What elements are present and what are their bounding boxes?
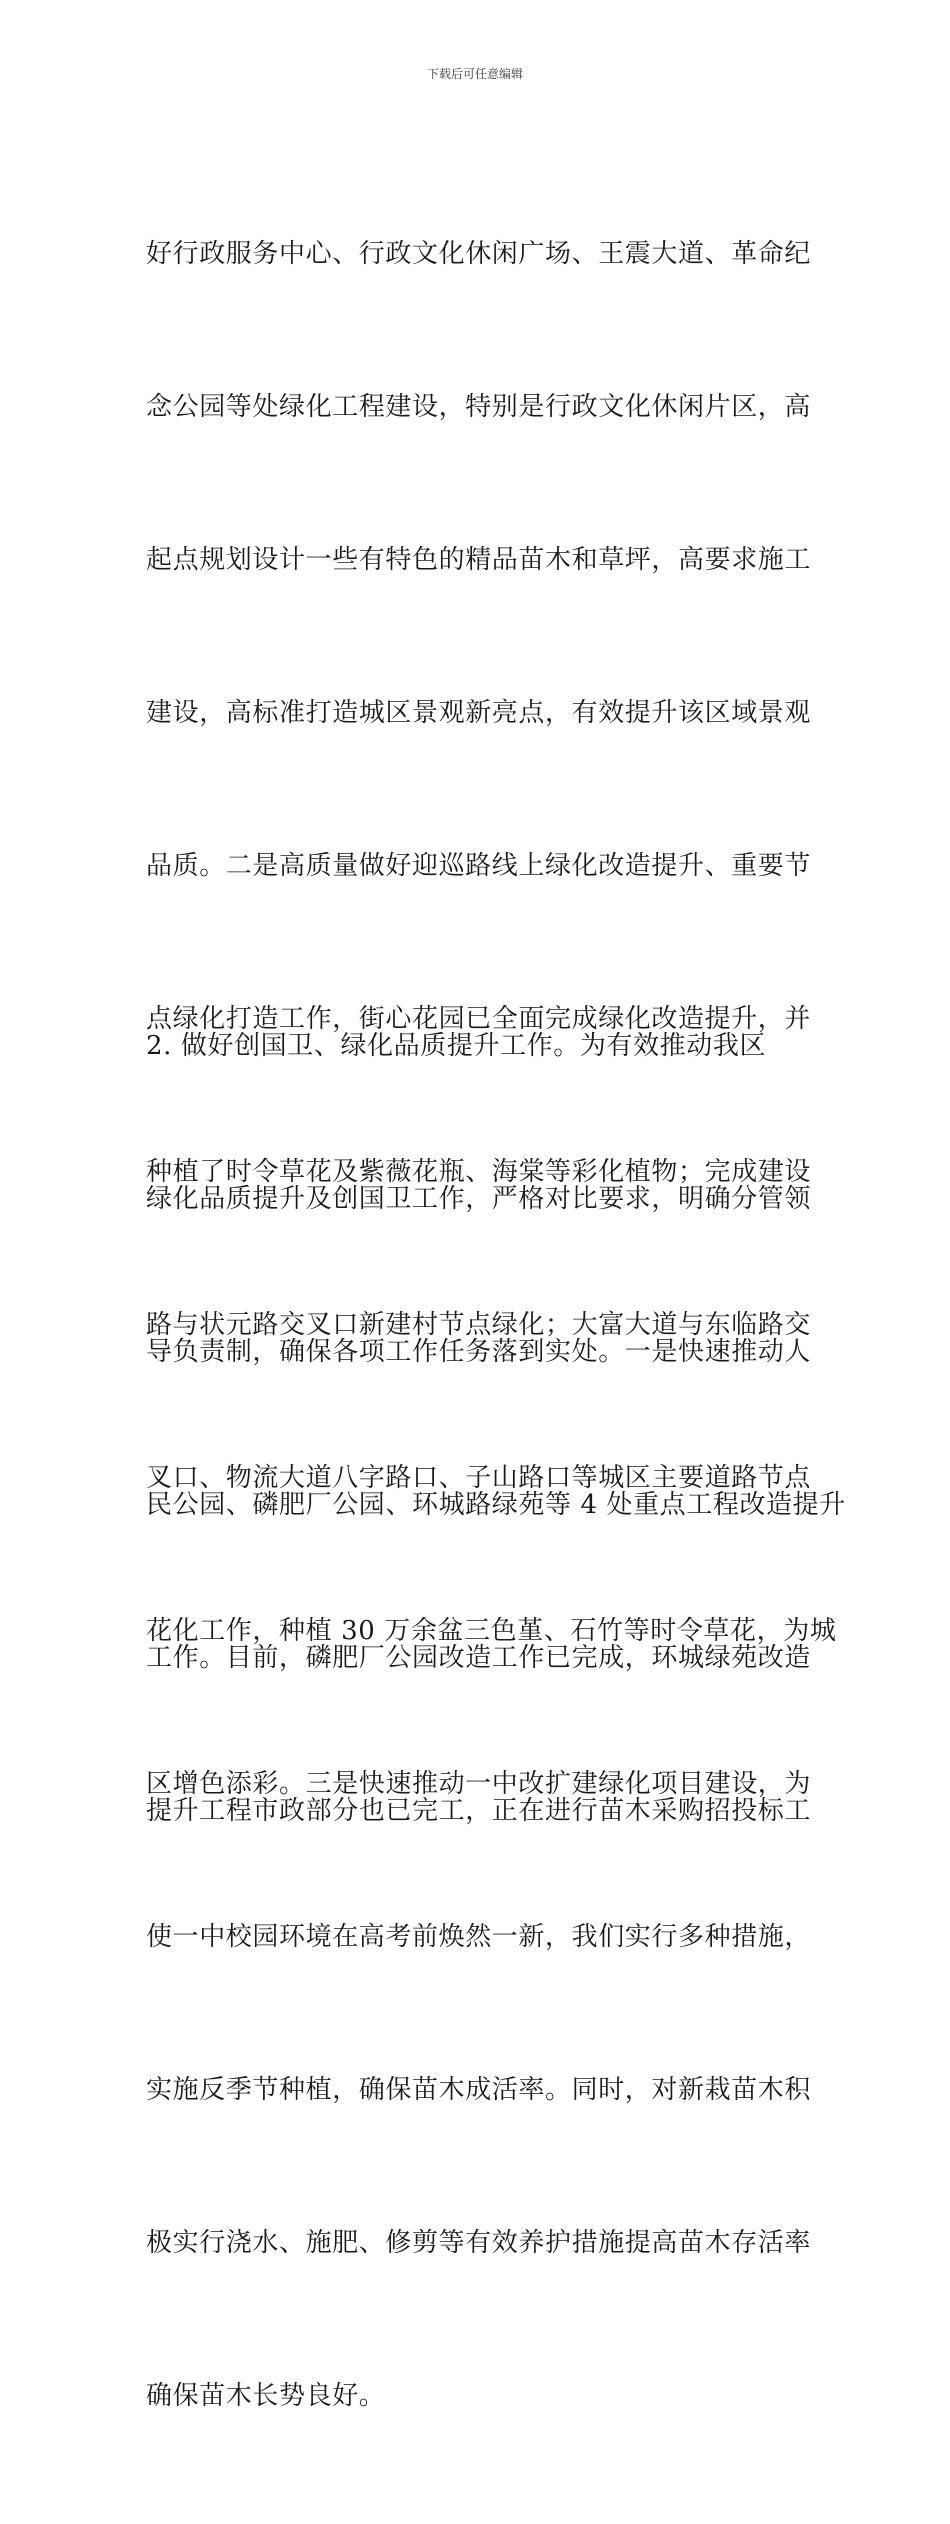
text-line: 建设，高标准打造城区景观新亮点，有效提升该区域景观: [146, 698, 812, 728]
text-line: 绿化品质提升及创国卫工作，严格对比要求，明确分管领: [146, 1184, 812, 1214]
text-line: 实施反季节种植，确保苗木成活率。同时，对新栽苗木积: [146, 2075, 812, 2105]
text-line: 叉口、物流大道八字路口、子山路口等城区主要道路节点: [146, 1463, 812, 1493]
text-line: 花化工作，种植 30 万余盆三色堇、石竹等时令草花，为城: [146, 1616, 837, 1646]
text-line: 好行政服务中心、行政文化休闲广场、王震大道、革命纪: [146, 239, 812, 269]
text-line: 念公园等处绿化工程建设，特别是行政文化休闲片区，高: [146, 392, 812, 422]
text-line: 确保苗木长势良好。: [146, 2381, 386, 2411]
text-line: 民公园、磷肥厂公园、环城路绿苑等 4 处重点工程改造提升: [146, 1490, 846, 1520]
text-line: 极实行浇水、施肥、修剪等有效养护措施提高苗木存活率: [146, 2228, 812, 2258]
text-line: 提升工程市政部分也已完工，正在进行苗木采购招投标工: [146, 1796, 812, 1826]
text-line: 使一中校园环境在高考前焕然一新，我们实行多种措施，: [146, 1922, 812, 1952]
paragraph-2: [146, 919, 846, 1939]
paragraph-2-text: [146, 919, 846, 1939]
text-line: 点绿化打造工作，街心花园已全面完成绿化改造提升，并: [146, 1004, 812, 1034]
text-line: 2. 做好创国卫、绿化品质提升工作。为有效推动我区: [146, 1031, 767, 1061]
text-line: 种植了时令草花及紫薇花瓶、海棠等彩化植物；完成建设: [146, 1157, 812, 1187]
text-line: 导负责制，确保各项工作任务落到实处。一是快速推动人: [146, 1337, 812, 1367]
text-line: 起点规划设计一些有特色的精品苗木和草坪，高要求施工: [146, 545, 812, 575]
text-line: 工作。目前，磷肥厂公园改造工作已完成，环城绿苑改造: [146, 1643, 812, 1673]
text-line: 品质。二是高质量做好迎巡路线上绿化改造提升、重要节: [146, 851, 812, 881]
page-header: 下载后可任意编辑: [426, 67, 523, 81]
text-line: 路与状元路交叉口新建村节点绿化；大富大道与东临路交: [146, 1310, 812, 1340]
text-line: 区增色添彩。三是快速推动一中改扩建绿化项目建设，为: [146, 1769, 812, 1799]
